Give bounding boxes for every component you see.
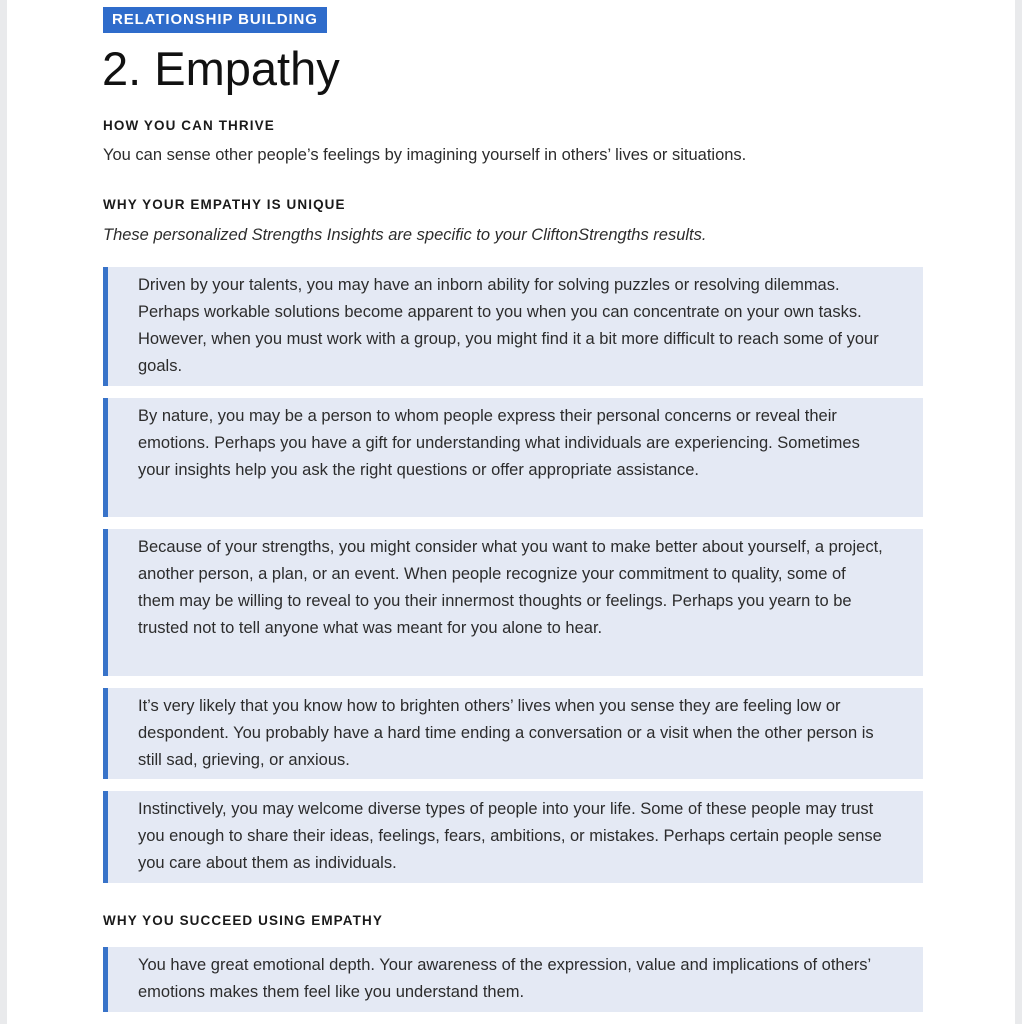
insight-card-1 bbox=[103, 267, 923, 386]
insight-text: Instinctively, you may welcome diverse types of people into your life. Some of these people may trust you enough to share their ideas, feelings, fears, ambitions, or mistakes. Perhaps certain people sense you care about them as individuals. bbox=[138, 800, 882, 872]
insight-card-3 bbox=[103, 529, 923, 676]
thrive-heading: HOW YOU CAN THRIVE bbox=[103, 118, 275, 133]
unique-subtitle: These personalized Strengths Insights are specific to your CliftonStrengths results. bbox=[103, 226, 707, 244]
succeed-heading: WHY YOU SUCCEED USING EMPATHY bbox=[103, 913, 383, 928]
report-page bbox=[7, 0, 1015, 1024]
page-title: 2. Empathy bbox=[102, 42, 340, 95]
insight-text: It’s very likely that you know how to brighten others’ lives when you sense they are feeling low or despondent. You probably have a hard time ending a conversation or a visit when the other person is still sad, grieving, or anxious. bbox=[138, 697, 874, 769]
insight-text: By nature, you may be a person to whom people express their personal concerns or reveal their emotions. Perhaps you have a gift for understanding what individuals are experiencing. Sometimes your insights help you ask the right questions or offer appropriate assistance. bbox=[138, 407, 860, 479]
succeed-text: You have great emotional depth. Your awareness of the expression, value and implications of others’ emotions makes them feel like you understand them. bbox=[138, 956, 871, 1001]
category-badge: RELATIONSHIP BUILDING bbox=[103, 7, 327, 33]
succeed-card-1 bbox=[103, 947, 923, 1012]
insight-card-4 bbox=[103, 688, 923, 779]
insight-card-5 bbox=[103, 791, 923, 883]
unique-heading: WHY YOUR EMPATHY IS UNIQUE bbox=[103, 197, 346, 212]
thrive-text: You can sense other people’s feelings by imagining yourself in others’ lives or situations. bbox=[103, 146, 747, 164]
insight-card-2 bbox=[103, 398, 923, 517]
insight-text: Driven by your talents, you may have an inborn ability for solving puzzles or resolving dilemmas. Perhaps workable solutions become apparent to you when you can concentrate on your own tasks. However, when you must work with a group, you might find it a bit more difficult to reach some of your goals. bbox=[138, 276, 879, 375]
insight-text: Because of your strengths, you might consider what you want to make better about yourself, a project, another person, a plan, or an event. When people recognize your commitment to quality, some of them may be willing to reveal to you their innermost thoughts or feelings. Perhaps you yearn to be trusted not to tell anyone what was meant for you alone to hear. bbox=[138, 538, 883, 637]
